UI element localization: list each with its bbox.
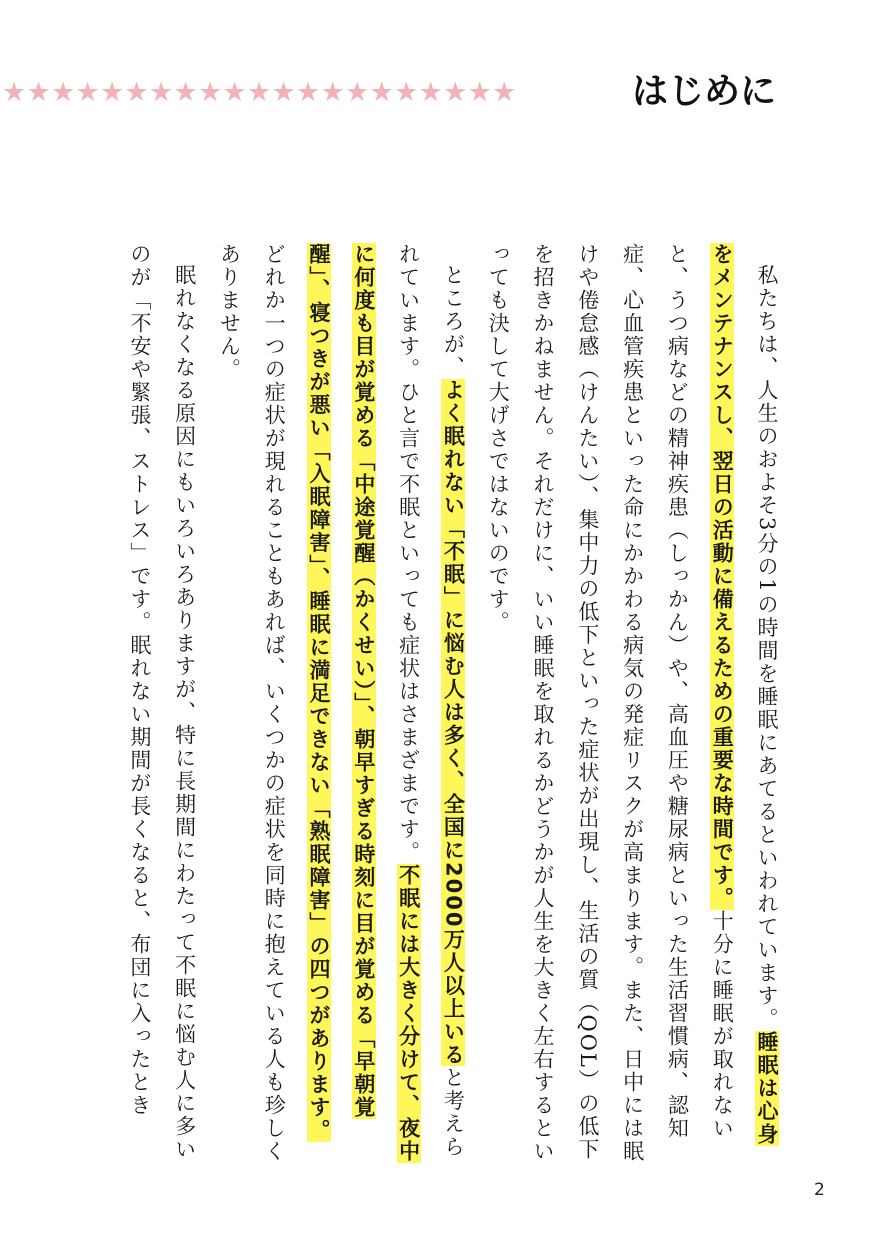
highlighted-text: 不眠には大きく分けて、夜中に何度も目が覚める「中途覚醒（かくせい）」、朝早すぎる時刻に目が覚める「早朝覚醒」、寝つきが悪い「入眠障害」、睡眠に満足できない「熟眠障害」の四つがあります。 <box>307 243 421 1163</box>
text-segment: ところが、 <box>441 264 466 379</box>
text-segment: どれか一つの症状が現れることもあれば、いくつかの症状を同時に抱えている人も珍しくありません。 <box>217 243 287 1163</box>
highlighted-text: 睡眠は心身をメンテナンスし、翌日の活動に備えるための重要な時間です。 <box>710 243 779 1146</box>
paragraph-2 <box>207 243 476 1163</box>
page-header <box>0 62 875 132</box>
paragraph-3 <box>117 243 207 1163</box>
highlighted-text: よく眠れない「不眠」に悩む人は多く、全国に2000万人以上いる <box>441 379 466 1067</box>
body-text <box>109 243 789 1163</box>
text-segment: と考えられています。ひと言で不眠といっても症状はさまざまです。 <box>396 243 466 1159</box>
decorative-star-row: ★★★★★★★★★★★★★★★★★★★★★ <box>2 77 517 108</box>
page-number: 2 <box>814 1180 825 1200</box>
paragraph-1 <box>475 243 789 1163</box>
text-segment: 十分に睡眠が取れないと、うつ病などの精神疾患（しっかん）や、高血圧や糖尿病といった生活習慣病、認知症、心血管疾患といった命にかかわる病気の発症リスクが高まります。また、日中には眠けや倦怠感（けんたい）、集中力の低下といった症状が出現し、生活の質（QOL）の低下を招きかねません。それだけに、いい睡眠を取れるかどうかが人生を大きく左右するといっても決して大げさではないのです。 <box>486 243 735 1163</box>
text-segment: 私たちは、人生のおよそ3分の1の時間を睡眠にあてるといわれています。 <box>755 264 779 1031</box>
text-segment: 眠れなくなる原因にもいろいろありますが、特に長期間にわたって不眠に悩む人に多いのが「不安や緊張、ストレス」です。眠れない期間が長くなると、布団に入ったとき <box>127 243 197 1161</box>
page-title: はじめに <box>632 71 777 112</box>
